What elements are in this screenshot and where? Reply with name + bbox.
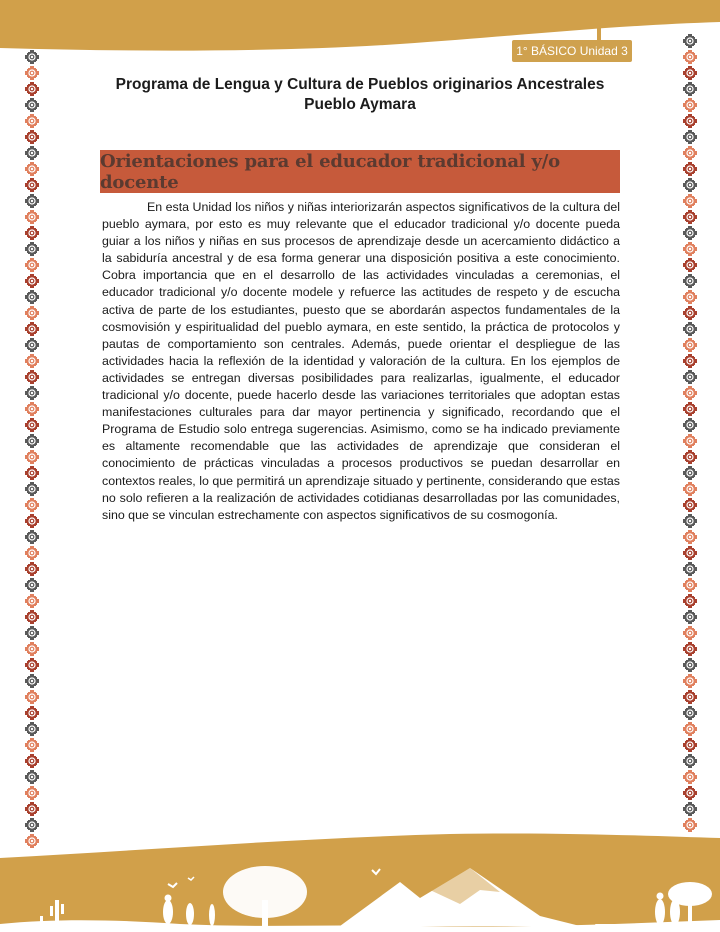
andean-gear-icon bbox=[25, 210, 39, 224]
andean-gear-icon bbox=[683, 146, 697, 160]
andean-gear-icon bbox=[25, 514, 39, 528]
section-banner bbox=[100, 150, 620, 193]
andean-gear-icon bbox=[25, 274, 39, 288]
andean-gear-icon bbox=[683, 626, 697, 640]
andean-gear-icon bbox=[25, 450, 39, 464]
andean-gear-icon bbox=[683, 418, 697, 432]
andean-gear-icon bbox=[683, 242, 697, 256]
andean-gear-icon bbox=[683, 114, 697, 128]
andean-gear-icon bbox=[25, 802, 39, 816]
andean-gear-icon bbox=[25, 434, 39, 448]
people-title: Pueblo Aymara bbox=[304, 96, 416, 113]
andean-gear-icon bbox=[683, 178, 697, 192]
andean-gear-icon bbox=[683, 258, 697, 272]
andean-gear-icon bbox=[25, 466, 39, 480]
andean-gear-icon bbox=[25, 66, 39, 80]
andean-gear-icon bbox=[25, 386, 39, 400]
andean-gear-icon bbox=[683, 610, 697, 624]
andean-gear-icon bbox=[25, 50, 39, 64]
andean-gear-icon bbox=[25, 290, 39, 304]
andean-gear-icon bbox=[683, 34, 697, 48]
decorative-border-left bbox=[24, 50, 40, 850]
andean-gear-icon bbox=[25, 114, 39, 128]
andean-gear-icon bbox=[25, 322, 39, 336]
andean-gear-icon bbox=[683, 338, 697, 352]
andean-gear-icon bbox=[25, 338, 39, 352]
andean-gear-icon bbox=[683, 226, 697, 240]
andean-gear-icon bbox=[25, 402, 39, 416]
andean-gear-icon bbox=[25, 82, 39, 96]
andean-gear-icon bbox=[25, 98, 39, 112]
andean-gear-icon bbox=[25, 194, 39, 208]
andean-gear-icon bbox=[25, 722, 39, 736]
andean-gear-icon bbox=[25, 530, 39, 544]
andean-gear-icon bbox=[683, 514, 697, 528]
andean-gear-icon bbox=[683, 770, 697, 784]
andean-gear-icon bbox=[683, 66, 697, 80]
andean-gear-icon bbox=[683, 322, 697, 336]
andean-gear-icon bbox=[683, 722, 697, 736]
andean-gear-icon bbox=[25, 178, 39, 192]
andean-gear-icon bbox=[683, 706, 697, 720]
program-title: Programa de Lengua y Cultura de Pueblos originarios Ancestrales bbox=[115, 76, 605, 93]
section-title: Orientaciones para el educador tradicional y/o docente bbox=[100, 150, 560, 193]
andean-gear-icon bbox=[683, 402, 697, 416]
andean-gear-icon bbox=[25, 770, 39, 784]
andean-gear-icon bbox=[25, 242, 39, 256]
andean-gear-icon bbox=[25, 306, 39, 320]
andean-gear-icon bbox=[25, 482, 39, 496]
andean-gear-icon bbox=[25, 146, 39, 160]
andean-gear-icon bbox=[683, 594, 697, 608]
andean-gear-icon bbox=[683, 754, 697, 768]
footer-landscape-illustration bbox=[0, 820, 720, 932]
andean-gear-icon bbox=[683, 194, 697, 208]
andean-gear-icon bbox=[683, 482, 697, 496]
andean-gear-icon bbox=[25, 354, 39, 368]
andean-gear-icon bbox=[25, 498, 39, 512]
andean-gear-icon bbox=[683, 498, 697, 512]
andean-gear-icon bbox=[25, 626, 39, 640]
andean-gear-icon bbox=[25, 594, 39, 608]
andean-gear-icon bbox=[683, 690, 697, 704]
document-title bbox=[100, 75, 620, 115]
andean-gear-icon bbox=[25, 642, 39, 656]
andean-gear-icon bbox=[683, 82, 697, 96]
andean-gear-icon bbox=[683, 210, 697, 224]
andean-gear-icon bbox=[25, 738, 39, 752]
andean-gear-icon bbox=[25, 370, 39, 384]
andean-gear-icon bbox=[25, 226, 39, 240]
andean-gear-icon bbox=[683, 434, 697, 448]
andean-gear-icon bbox=[25, 578, 39, 592]
andean-gear-icon bbox=[683, 306, 697, 320]
andean-gear-icon bbox=[683, 738, 697, 752]
andean-gear-icon bbox=[683, 578, 697, 592]
andean-gear-icon bbox=[683, 98, 697, 112]
andean-gear-icon bbox=[683, 50, 697, 64]
andean-gear-icon bbox=[25, 674, 39, 688]
andean-gear-icon bbox=[25, 162, 39, 176]
andean-gear-icon bbox=[25, 754, 39, 768]
andean-gear-icon bbox=[25, 610, 39, 624]
andean-gear-icon bbox=[25, 706, 39, 720]
andean-gear-icon bbox=[25, 130, 39, 144]
andean-gear-icon bbox=[683, 530, 697, 544]
andean-gear-icon bbox=[25, 258, 39, 272]
andean-gear-icon bbox=[683, 290, 697, 304]
andean-gear-icon bbox=[683, 274, 697, 288]
andean-gear-icon bbox=[683, 786, 697, 800]
andean-gear-icon bbox=[683, 466, 697, 480]
andean-gear-icon bbox=[25, 418, 39, 432]
andean-gear-icon bbox=[683, 130, 697, 144]
andean-gear-icon bbox=[683, 642, 697, 656]
andean-gear-icon bbox=[683, 450, 697, 464]
andean-gear-icon bbox=[25, 658, 39, 672]
andean-gear-icon bbox=[683, 354, 697, 368]
andean-gear-icon bbox=[683, 658, 697, 672]
section-paragraph: En esta Unidad los niños y niñas interiorizarán aspectos significativos de la cultura del pueblo aymara, por esto es muy relevante que el educador tradicional y/o docente pueda guiar a los niños y niñas en sus procesos de aprendizaje desde un acercamiento didáctico a la sabiduría ancestral y de esa forma generar una disposición positiva a este conocimiento. Cobra importancia que en el desarrollo de las actividades vinculadas a ceremonias, el educador tradicional y/o docente modele y refuerce las actitudes de respeto y de escucha activa de parte de los estudiantes, puesto que se abordarán aspectos fundamentales de la cosmovisión y espiritualidad del pueblo aymara, en este sentido, la práctica de protocolos y pautas de comportamiento son centrales. Además, puede orientar el despliegue de las actividades hacia la reflexión de la identidad y valoración de la cultura. En los ejemplos de actividades se entregan diversas posibilidades para realizarlas, igualmente, el educador tradicional y/o docente, puede hacerlo desde las variaciones territoriales que adoptan estas manifestaciones culturales para dar mayor pertinencia y significado, recordando que el Programa de Estudio solo entrega sugerencias. Asimismo, como se ha indicado previamente es altamente recomendable que las actividades de aprendizaje que consideran el conocimiento de prácticas vinculadas a procesos productivos se puedan desarrollar en contextos reales, lo que permitirá un aprendizaje situado y pertinente, considerando que estas no solo refieren a la realización de actividades cotidianas desarrolladas por las comunidades, sino que se vinculan estrechamente con aspectos significativos de su cosmogonía. bbox=[102, 200, 620, 522]
andean-gear-icon bbox=[683, 162, 697, 176]
andean-gear-icon bbox=[683, 562, 697, 576]
andean-gear-icon bbox=[683, 370, 697, 384]
andean-gear-icon bbox=[683, 386, 697, 400]
andean-gear-icon bbox=[683, 674, 697, 688]
andean-gear-icon bbox=[25, 786, 39, 800]
andean-gear-icon bbox=[25, 690, 39, 704]
andean-gear-icon bbox=[683, 802, 697, 816]
decorative-border-right bbox=[682, 34, 698, 834]
unit-badge: 1° BÁSICO Unidad 3 bbox=[512, 40, 632, 62]
andean-gear-icon bbox=[25, 546, 39, 560]
andean-gear-icon bbox=[25, 562, 39, 576]
andean-gear-icon bbox=[683, 546, 697, 560]
